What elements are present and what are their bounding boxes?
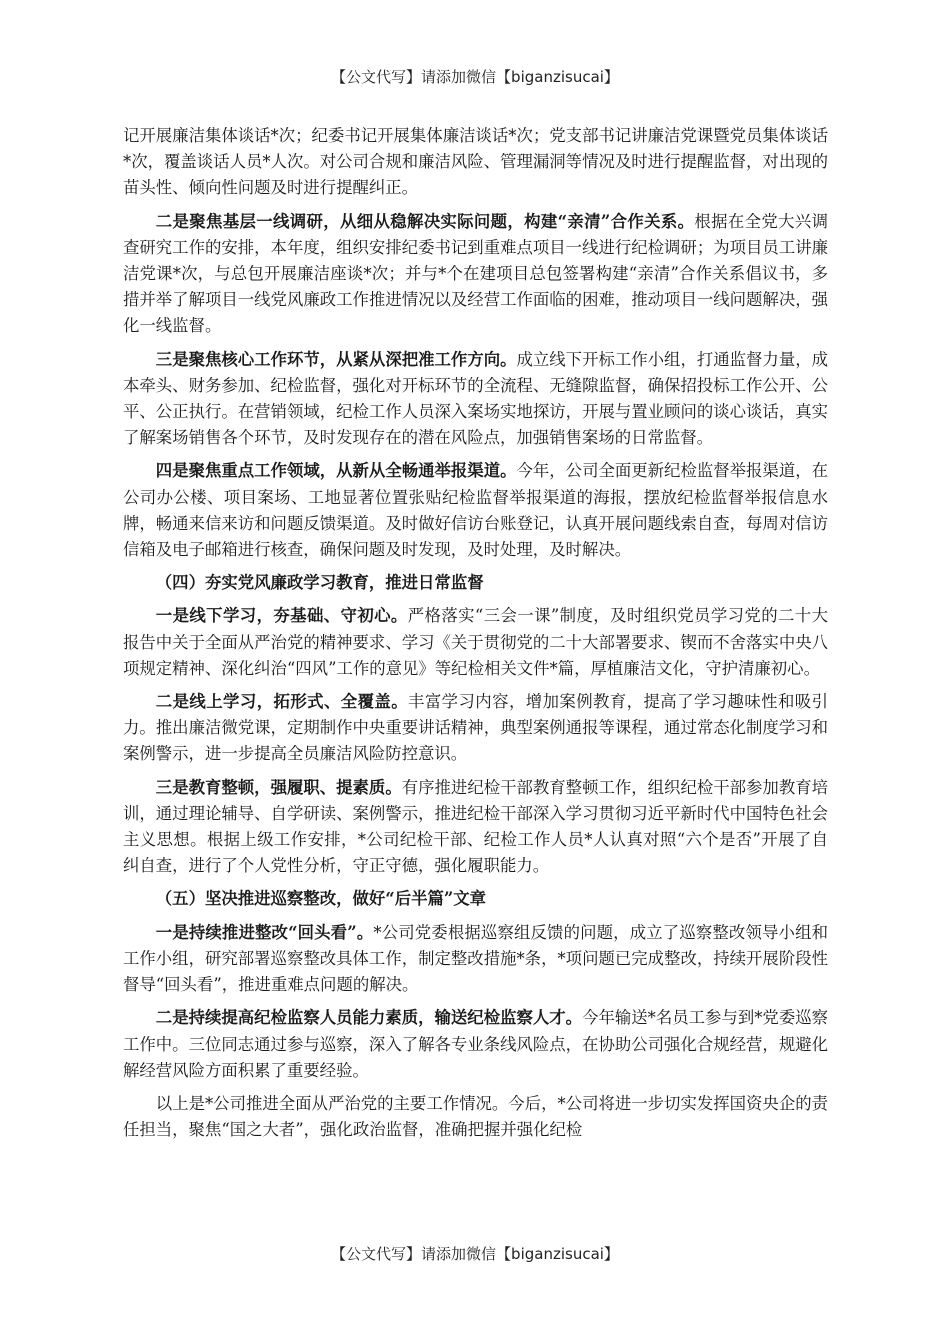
paragraph-lead: 二是线上学习，拓形式、全覆盖。 (155, 692, 409, 712)
paragraph-text: 以上是*公司推进全面从严治党的主要工作情况。今后，*公司将进一步切实发挥国资央企的责任担当，聚焦“国之大者”，强化政治监督，准确把握并强化纪检 (123, 1093, 828, 1140)
paragraph-text: 成立线下开标工作小组，打通监督力量，成本牵头、财务参加、纪检监督，强化对开标环节的全流程、无缝隙监督，确保招投标工作公开、公平、公正执行。在营销领域，纪检工作人员深入案场实地探访，开展与置业顾问的谈心谈话，真实了解案场销售各个环节，及时发现存在的潜在风险点，加强销售案场的日常监督。 (123, 349, 829, 448)
paragraph-text: *公司党委根据巡察组反馈的问题，成立了巡察整改领导小组和工作小组，研究部署巡察整改具体工作，制定整改措施*条，*项问题已完成整改，持续开展阶段性督导“回头看”，推进重难点问题的解决。 (123, 922, 828, 995)
paragraph-lead: 二是聚焦基层一线调研，从细从稳解决实际问题，构建“亲清”合作关系。 (155, 211, 695, 231)
paragraph-lead: 一是持续推进整改“回头看”。 (155, 922, 374, 942)
page-footer: 【公文代写】请添加微信【biganzisucai】 (331, 1245, 619, 1263)
paragraph (123, 775, 828, 880)
paragraph-lead: 四是聚焦重点工作领域，从新从全畅通举报渠道。 (155, 461, 517, 481)
paragraph (123, 123, 828, 202)
paragraph-lead: 三是聚焦核心工作环节，从紧从深把准工作方向。 (155, 349, 517, 369)
paragraph (123, 1005, 828, 1084)
section-heading: （五）坚决推进巡察整改，做好“后半篇”文章 (155, 889, 487, 909)
paragraph-text: 今年，公司全面更新纪检监督举报渠道，在公司办公楼、项目案场、工地显著位置张贴纪检监督举报渠道的海报，摆放纪检监督举报信息水牌，畅通来信来访和问题反馈渠道。及时做好信访台账登记，认真开展问题线索自查，每周对信访信箱及电子邮箱进行核查，确保问题及时发现，及时处理，及时解决。 (123, 461, 829, 560)
paragraph (123, 458, 828, 563)
paragraph (123, 209, 828, 340)
paragraph-lead: 一是线下学习，夯基础、守初心。 (155, 606, 408, 626)
paragraph-lead: 三是教育整顿，强履职、提素质。 (155, 777, 402, 797)
paragraph-lead: 二是持续提高纪检监察人员能力素质，输送纪检监察人才。 (155, 1008, 583, 1028)
paragraph (123, 1091, 828, 1143)
section-heading: （四）夯实党风廉政学习教育，推进日常监督 (155, 573, 484, 593)
paragraph (123, 689, 828, 768)
paragraph-text: 记开展廉洁集体谈话*次；纪委书记开展集体廉洁谈话*次；党支部书记讲廉洁党课暨党员集体谈话*次，覆盖谈话人员*人次。对公司合规和廉洁风险、管理漏洞等情况及时进行提醒监督，对出现的苗头性、倾向性问题及时进行提醒纠正。 (123, 126, 828, 198)
paragraph (123, 920, 828, 999)
paragraph-text: 有序推进纪检干部教育整顿工作，组织纪检干部参加教育培训，通过理论辅导、自学研读、案例警示，推进纪检干部深入学习贯彻习近平新时代中国特色社会主义思想。根据上级工作安排，*公司纪检干部、纪检工作人员*人认真对照“六个是否”开展了自纠自查，进行了个人党性分析，守正守德，强化履职能力。 (123, 777, 829, 876)
page-header: 【公文代写】请添加微信【biganzisucai】 (331, 68, 619, 86)
paragraph-text: 严格落实“三会一课”制度，及时组织党员学习党的二十大报告中关于全面从严治党的精神要求、学习《关于贯彻党的二十大部署要求、锲而不舍落实中央八项规定精神、深化纠治“四风”工作的意见》等纪检相关文件*篇，厚植廉洁文化，守护清廉初心。 (123, 606, 828, 678)
paragraph (123, 603, 828, 682)
paragraph-text: 丰富学习内容，增加案例教育，提高了学习趣味性和吸引力。推出廉洁微党课，定期制作中央重要讲话精神，典型案例通报等课程，通过常态化制度学习和案例警示，进一步提高全员廉洁风险防控意识。 (123, 692, 829, 764)
document-body (123, 123, 828, 1150)
paragraph-text: 根据在全党大兴调查研究工作的安排，本年度，组织安排纪委书记到重难点项目一线进行纪检调研；为项目员工讲廉洁党课*次，与总包开展廉洁座谈*次；并与*个在建项目总包签署构建“亲清”合作关系倡议书，多措并举了解项目一线党风廉政工作推进情况以及经营工作面临的困难，推动项目一线问题解决，强化一线监督。 (123, 211, 829, 336)
paragraph-text: 今年输送*名员工参与到*党委巡察工作中。三位同志通过参与巡察，深入了解各专业条线风险点，在协助公司强化合规经营，规避化解经营风险方面积累了重要经验。 (123, 1008, 829, 1080)
paragraph (123, 347, 828, 452)
